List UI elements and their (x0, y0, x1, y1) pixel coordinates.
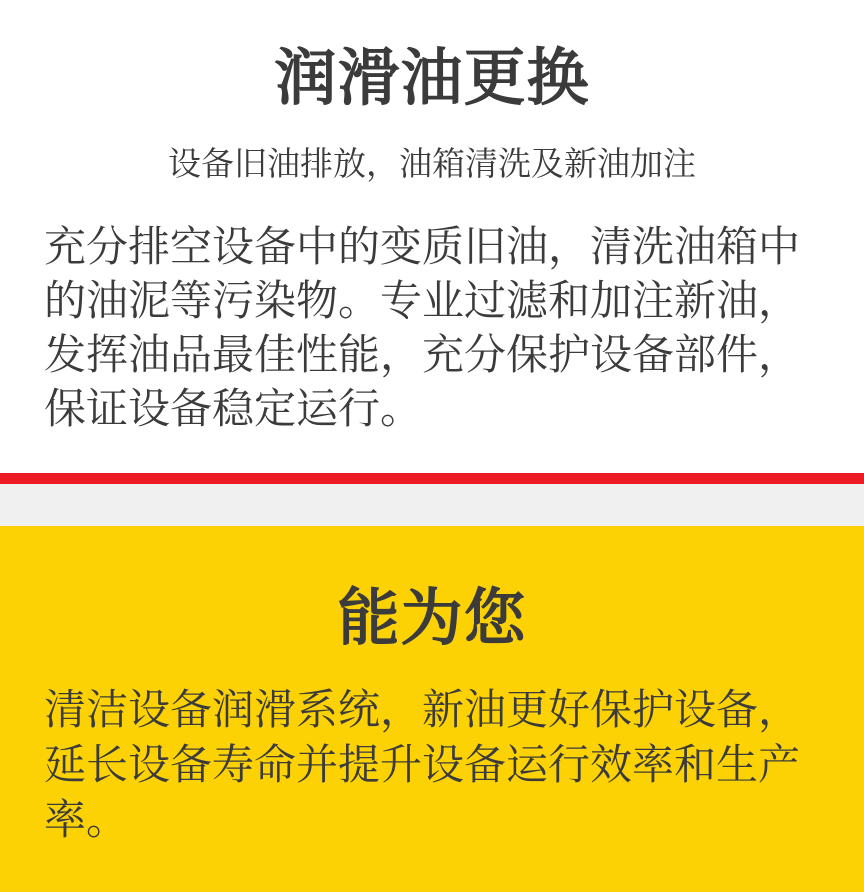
benefits-description: 清洁设备润滑系统，新油更好保护设备，延长设备寿命并提升设备运行效率和生产率。 (44, 686, 801, 843)
benefits-section (0, 526, 864, 892)
page-subtitle: 设备旧油排放，油箱清洗及新油加注 (168, 145, 696, 182)
red-divider-bar (0, 473, 864, 484)
service-description: 充分排空设备中的变质旧油，清洗油箱中的油泥等污染物。专业过滤和加注新油，发挥油品最佳性能，充分保护设备部件，保证设备稳定运行。 (44, 223, 801, 432)
page-title: 润滑油更换 (274, 44, 590, 113)
benefits-title: 能为您 (337, 584, 527, 653)
gray-divider-band (0, 484, 864, 526)
